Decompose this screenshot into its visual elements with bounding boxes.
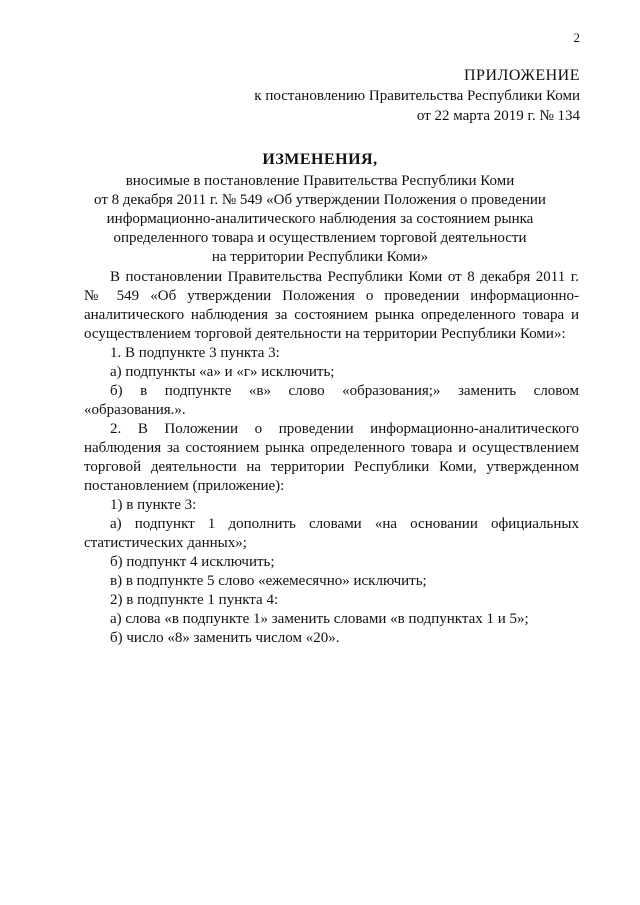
body-paragraph: б) число «8» заменить числом «20». <box>110 630 340 646</box>
title-line: информационно-аналитического наблюдения за состоянием рынка <box>106 211 534 227</box>
appendix-title: ПРИЛОЖЕНИЕ <box>463 67 580 84</box>
title-line: вносимые в постановление Правительства Республики Коми <box>125 173 515 189</box>
document-title <box>60 150 580 267</box>
body-paragraph: В постановлении Правительства Республики Коми от 8 декабря 2011 г. № 549 «Об утверждении Положения о проведении информационно-аналитического наблюдения за состоянием рынка определенного товара и осуществлением торговой деятельности на территории Республики Коми»: <box>84 269 579 342</box>
title-main: ИЗМЕНЕНИЯ, <box>262 151 378 168</box>
document-body <box>84 268 579 648</box>
body-paragraph: а) подпункты «а» и «г» исключить; <box>110 364 335 380</box>
title-line: на территории Республики Коми» <box>211 249 429 265</box>
body-paragraph: 2) в подпункте 1 пункта 4: <box>110 592 279 608</box>
appendix-reference: к постановлению Правительства Республики Коми <box>254 88 580 104</box>
appendix-date: от 22 марта 2019 г. № 134 <box>416 108 580 124</box>
body-paragraph: б) подпункт 4 исключить; <box>110 554 275 570</box>
body-paragraph: 1) в пункте 3: <box>110 497 197 513</box>
appendix-header <box>254 66 580 126</box>
body-paragraph: 1. В подпункте 3 пункта 3: <box>110 345 280 361</box>
body-paragraph: б) в подпункте «в» слово «образования;» заменить словом «образования.». <box>84 383 579 418</box>
title-line: от 8 декабря 2011 г. № 549 «Об утверждении Положения о проведении <box>94 192 546 208</box>
body-paragraph: 2. В Положении о проведении информационно-аналитического наблюдения за состоянием рынка определенного товара и осуществлением торговой деятельности на территории Республики Коми, утвержденном постановлением (приложение): <box>84 421 579 494</box>
page-number: 2 <box>573 30 580 45</box>
body-paragraph: в) в подпункте 5 слово «ежемесячно» исключить; <box>110 573 427 589</box>
body-paragraph: а) подпункт 1 дополнить словами «на основании официальных статистических данных»; <box>84 516 579 551</box>
title-line: определенного товара и осуществлением торговой деятельности <box>113 230 527 246</box>
body-paragraph: а) слова «в подпункте 1» заменить словами «в подпунктах 1 и 5»; <box>110 611 529 627</box>
